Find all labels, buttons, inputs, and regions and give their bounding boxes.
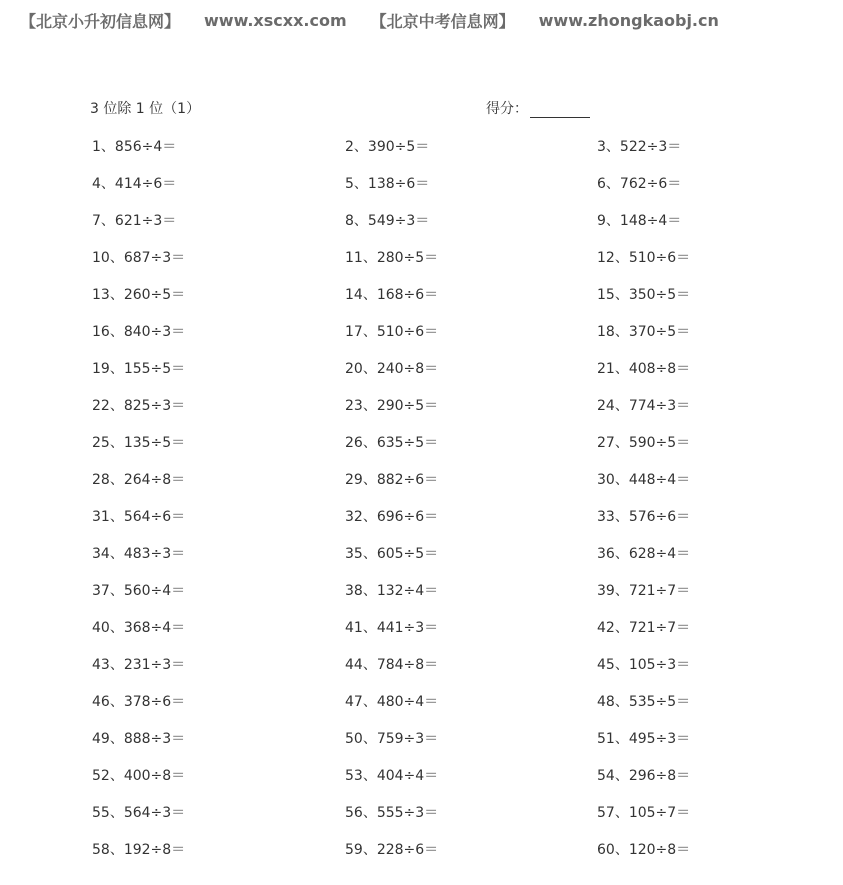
problem-row [92,618,792,655]
header-site-name-2: 【北京中考信息网】 [370,11,515,31]
problem-row [92,137,792,174]
score-field [486,98,590,118]
problem-row [92,285,792,322]
score-label: 得分： [486,101,528,117]
problem-item: 4、414÷6＝ [92,176,177,192]
problem-item: 37、560÷4＝ [92,583,186,599]
problem-item: 50、759÷3＝ [345,731,439,747]
problem-item: 17、510÷6＝ [345,324,439,340]
problem-item: 58、192÷8＝ [92,842,186,858]
problem-item: 23、290÷5＝ [345,398,439,414]
problem-row [92,470,792,507]
problem-item: 32、696÷6＝ [345,509,439,525]
header-url-1[interactable]: www.xscxx.com [204,10,347,30]
problem-item: 25、135÷5＝ [92,435,186,451]
problem-row [92,174,792,211]
problem-item: 3、522÷3＝ [597,139,682,155]
problem-item: 10、687÷3＝ [92,250,186,266]
problem-row [92,803,792,840]
problem-item: 14、168÷6＝ [345,287,439,303]
problem-item: 28、264÷8＝ [92,472,186,488]
header-url-2[interactable]: www.zhongkaobj.cn [538,10,719,30]
problem-item: 44、784÷8＝ [345,657,439,673]
problem-row [92,840,792,877]
problem-item: 19、155÷5＝ [92,361,186,377]
problem-item: 2、390÷5＝ [345,139,430,155]
problem-item: 55、564÷3＝ [92,805,186,821]
problem-item: 24、774÷3＝ [597,398,691,414]
problem-item: 56、555÷3＝ [345,805,439,821]
problem-item: 57、105÷7＝ [597,805,691,821]
problem-item: 51、495÷3＝ [597,731,691,747]
problem-item: 20、240÷8＝ [345,361,439,377]
problem-item: 53、404÷4＝ [345,768,439,784]
problem-item: 43、231÷3＝ [92,657,186,673]
problem-row [92,211,792,248]
worksheet-title: 3 位除 1 位（1） [90,101,201,117]
problem-row [92,581,792,618]
score-blank [530,103,590,118]
problem-item: 1、856÷4＝ [92,139,177,155]
problem-row [92,692,792,729]
problem-item: 38、132÷4＝ [345,583,439,599]
problem-item: 11、280÷5＝ [345,250,439,266]
problem-row [92,359,792,396]
problem-item: 7、621÷3＝ [92,213,177,229]
problem-item: 40、368÷4＝ [92,620,186,636]
problem-row [92,729,792,766]
problem-row [92,655,792,692]
problem-item: 48、535÷5＝ [597,694,691,710]
problem-item: 33、576÷6＝ [597,509,691,525]
problem-item: 36、628÷4＝ [597,546,691,562]
problem-item: 47、480÷4＝ [345,694,439,710]
problem-row [92,248,792,285]
problem-item: 49、888÷3＝ [92,731,186,747]
problem-item: 29、882÷6＝ [345,472,439,488]
problem-item: 15、350÷5＝ [597,287,691,303]
problem-row [92,433,792,470]
problem-item: 41、441÷3＝ [345,620,439,636]
problem-row [92,396,792,433]
problem-item: 26、635÷5＝ [345,435,439,451]
problem-item: 16、840÷3＝ [92,324,186,340]
problem-item: 42、721÷7＝ [597,620,691,636]
problem-item: 31、564÷6＝ [92,509,186,525]
problem-item: 46、378÷6＝ [92,694,186,710]
problem-item: 6、762÷6＝ [597,176,682,192]
problem-item: 8、549÷3＝ [345,213,430,229]
problem-item: 52、400÷8＝ [92,768,186,784]
problem-item: 35、605÷5＝ [345,546,439,562]
problem-item: 60、120÷8＝ [597,842,691,858]
problem-item: 21、408÷8＝ [597,361,691,377]
problem-item: 54、296÷8＝ [597,768,691,784]
problem-item: 30、448÷4＝ [597,472,691,488]
problem-item: 45、105÷3＝ [597,657,691,673]
problem-item: 13、260÷5＝ [92,287,186,303]
problem-item: 27、590÷5＝ [597,435,691,451]
problem-item: 18、370÷5＝ [597,324,691,340]
worksheet-title-row [90,98,710,120]
problem-item: 5、138÷6＝ [345,176,430,192]
problem-row [92,766,792,803]
page-header [20,8,719,32]
problem-grid [92,137,792,877]
problem-item: 34、483÷3＝ [92,546,186,562]
problem-item: 9、148÷4＝ [597,213,682,229]
problem-item: 59、228÷6＝ [345,842,439,858]
problem-item: 12、510÷6＝ [597,250,691,266]
problem-item: 39、721÷7＝ [597,583,691,599]
problem-row [92,507,792,544]
header-site-name-1: 【北京小升初信息网】 [20,11,181,31]
problem-row [92,322,792,359]
problem-item: 22、825÷3＝ [92,398,186,414]
problem-row [92,544,792,581]
